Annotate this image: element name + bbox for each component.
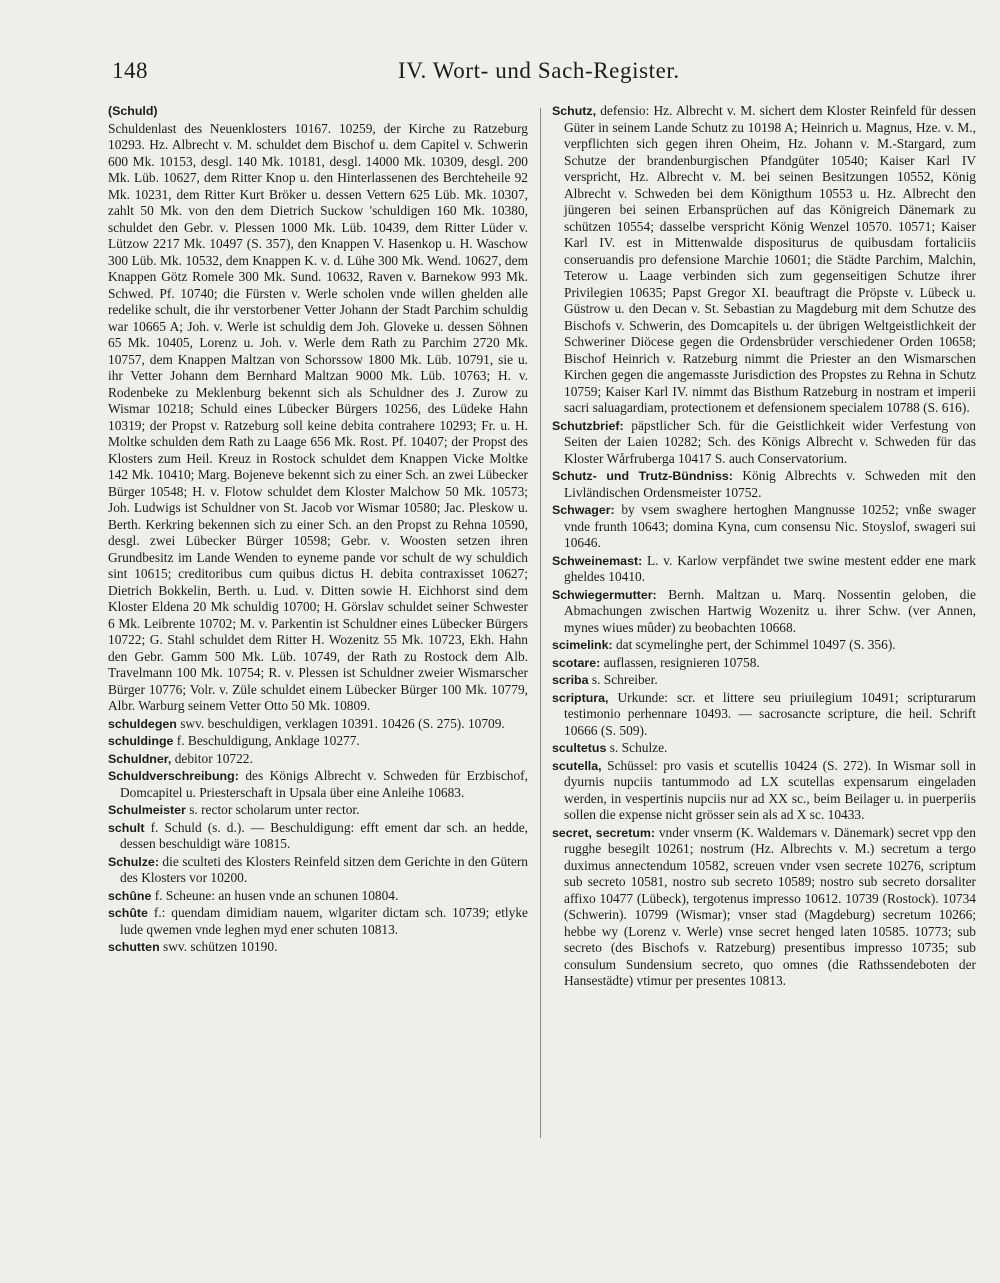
register-entry: [108, 802, 528, 819]
entry-headword: schuldinge: [108, 734, 174, 748]
register-entry: [108, 121, 528, 715]
page-number: 148: [112, 58, 148, 83]
entry-headword: Schutzbrief:: [552, 418, 624, 433]
entry-text: König Albrechts v. Schweden mit den Livländischen Ordensmeister 10752.: [564, 468, 976, 500]
entry-text: s. Schreiber.: [591, 672, 658, 687]
entry-headword: scutella,: [552, 758, 602, 773]
entry-text: vnder vnserm (K. Waldemars v. Dänemark) secret vpp den rugghe besegilt 10261; nostrum (Hz. Albrechts v. M.) secretum a tergo duximus annectendum 10582, screuen vnder vsen secrete 10276, scriptum sub secreto 10581, nostro sub secreto 10589; nostro sub secreto dorsaliter affixo 10477 (Lübeck), tergotenus impresso 10612. 10739 (Rostock). 10734 (Schwerin). 10799 (Wismar); vnser stad (Magdeburg) secretum 10266; hebbe wy (Lorenz v. Werle) vnse secret henged laten 10585. 10773; sub secreto (des Bischofs v. Ratzeburg) presentibus impresso 10735; sub consulum Sundensium secreto, quo omnes (die Rathssendeboten der Hansestädte) vtimur per presentes 10813.: [564, 824, 976, 988]
register-entry: [108, 905, 528, 938]
register-entry: [552, 468, 976, 501]
right-column: [552, 103, 976, 990]
running-title: IV. Wort- und Sach-Register.: [398, 58, 680, 83]
register-entry: [108, 888, 528, 905]
register-entry: [108, 854, 528, 887]
entry-headword: schuldegen: [108, 716, 177, 731]
register-entry: [552, 672, 976, 689]
entry-headword: Schwager:: [552, 503, 615, 517]
entry-headword: schûne: [108, 888, 152, 903]
entry-headword: schûte: [108, 906, 148, 920]
entry-headword: Schulmeister: [108, 803, 186, 817]
entry-headword: scimelink:: [552, 638, 613, 652]
register-entry: [552, 740, 976, 757]
left-column: [108, 103, 528, 956]
register-entry: [552, 758, 976, 824]
register-entry: [108, 820, 528, 853]
register-entry: [552, 553, 976, 586]
entry-text: Schuldenlast des Neuenklosters 10167. 10259, der Kirche zu Ratzeburg 10293. Hz. Albrecht v. M. schuldet dem Bischof u. dem Capitel v. Schwerin 600 Mk. 10153, desgl. 140 Mk. 10181, desgl. 14000 Mk. 10309, desgl. 200 Mk. Lüb. 10627, dem Ritter Knop u. den Hinterlassenen des Berchteheile 92 Mk. 10231, dem Ritter Kurt Bröker u. dessen Vettern 625 Lüb. Mk. 10307, zahlt 50 Mk. von den dem Dietrich Suckow 'schuldigen 160 Mk. 10380, schuldet den Gebr. v. Plessen 1000 Mk. Lüb. 10439, dem Ritter Lüder v. Lützow 2217 Mk. 10497 (S. 357), den Knappen V. Hasenkop u. H. Waschow 300 Lüb. Mk. 10532, dem Knappen K. v. d. Lühe 300 Mk. Wend. 10627, dem Knappen Götz Romele 300 Mk. Sund. 10632, Raven v. Barnekow 993 Mk. Schwed. Pf. 10740; die Fürsten v. Werle scholen vnde willen ghelden alle redelike schult, die ihr verstorbener Vetter Johann der Stadt Parchim schuldig war 10665 A; Joh. v. Werle ist schuldig dem Joh. Gloveke u. dessen Söhnen 65 Mk. 10405, Lorenz u. Joh. v. Werle dem Rath zu Parchim 2720 Mk. 10757, dem Knappen Maltzan von Schorssow 1800 Mk. Lüb. 10791, sie u. ihr Vetter Johann dem Bernhard Maltzan 9000 Mk. Lüb. 10763; H. v. Rodenbeke zu Meklenburg bekennt sich als Schuldner des J. Zurow zu Wismar 10218; Schuld eines Lübecker Bürgers 10256, des Lüdeke Hahn 10319; der Propst v. Ratzeburg soll keine debita contrahere 10293; Fr. u. H. Moltke schulden dem Rath zu Laage 656 Mk. Rost. Pf. 10407; der Propst des Klosters zum Heil. Kreuz in Rostock schuldet dem Knappen Vicke Moltke 142 Mk. 10410; Marg. Bojeneve bekennt sich zu einer Sch. an zwei Lübecker Bürger 10548; H. v. Flotow schuldet dem Kloster Malchow 50 Mk. 10573; Joh. Ludwigs ist Schuldner von St. Jacob vor Wismar 10580; Jac. Pleskow u. Berth. Kerkring bekennen sich zu einer Sch. an den Propst zu Rehna 10590, desgl. zwei Lübecker Bürger 10598; Gebr. v. Woosten setzen ihren Grundbesitz im Lande Wenden to eyneme pande vor schult de wy schuldich sint 10615; creditoribus cum quibus dictus H. debita contraxisset 10627; Dietrich Bokkelin, Berth. u. Lud. v. Ditten sowie H. Eichhorst sind dem Kloster Eldena 20 Mk schuldig 10700; H. Görslav schuldet seiner Schwester 6 Mk. Leibrente 10702; M. v. Parkentin ist Schuldner eines Lübecker Bürgers 10722; G. Stahl schuldet dem Ritter H. Wozenitz 55 Mk. 10723, Ekh. Hahn den Gebr. Gamm 500 Mk. Lüb. 10749, der Rath zu Rostock dem Alb. Travelmann 100 Mk. 10754; R. v. Plessen ist Schuldner zweier Wismarscher Bürger 10776; Volr. v. Züle schuldet einem Lübecker Bürger 100 Mk. 10779, Albr. Warburg seinem Vetter Otto 50 Mk. 10809.: [108, 120, 528, 713]
entry-headword: Schulze:: [108, 854, 159, 869]
entry-text: f.: quendam dimidiam nauem, wlgariter dictam sch. 10739; etlyke lude qwemen vnde leghen myd ener schuten 10813.: [120, 905, 528, 937]
register-entry: [108, 768, 528, 801]
entry-text: debitor 10722.: [174, 750, 253, 766]
register-entry: [552, 502, 976, 552]
register-entry: [108, 103, 528, 120]
entry-text: f. Schuld (s. d.). — Beschuldigung: efft ement dar sch. an hedde, dessen beschuldigt wäre 10815.: [120, 819, 528, 851]
entry-headword: Schutz- und Trutz-Bündniss:: [552, 469, 733, 483]
entry-text: L. v. Karlow verpfändet twe swine mestent edder ene mark gheldes 10410.: [564, 552, 976, 584]
entry-text: s. Schulze.: [609, 740, 668, 755]
entry-headword: Schuldverschreibung:: [108, 769, 239, 783]
entry-headword: Schutz,: [552, 104, 597, 118]
entry-text: Schüssel: pro vasis et scutellis 10424 (S. 272). In Wismar soll in dyurnis nupciis tantummodo ad LX scutellas expensarum eingeladen werden, in vespertinis nupciis nur ad XX sc., beim Beilager u. in puerperiis sollen die expense nicht grösser sein als ad X sc. 10433.: [564, 757, 976, 822]
entry-headword: schutten: [108, 940, 160, 954]
entry-headword: scultetus: [552, 741, 607, 755]
entry-headword: scriba: [552, 673, 589, 687]
entry-text: päpstlicher Sch. für die Geistlichkeit wider Verfestung von Seiten der Laien 10282; Sch. des Königs Albrecht v. Schweden für das Kloster Wårfruberga 10417 S. auch Conservatorium.: [564, 417, 976, 466]
register-entry: [108, 939, 528, 956]
entry-text: swv. schützen 10190.: [163, 939, 278, 954]
entry-headword: Schuldner,: [108, 751, 172, 766]
entry-headword: scotare:: [552, 655, 601, 670]
entry-text: swv. beschuldigen, verklagen 10391. 10426 (S. 275). 10709.: [180, 715, 505, 731]
register-entry: [108, 751, 528, 768]
register-entry: [552, 825, 976, 990]
register-entry: [552, 587, 976, 637]
entry-headword: Schwiegermutter:: [552, 587, 657, 602]
register-entry: [552, 418, 976, 468]
entry-text: s. rector scholarum unter rector.: [189, 802, 360, 817]
entry-headword: scriptura,: [552, 690, 609, 705]
entry-text: des Königs Albrecht v. Schweden für Erzbischof, Domcapitel u. Priesterschaft in Upsala über eine Anleihe 10683.: [120, 768, 528, 800]
entry-headword: Schweinemast:: [552, 553, 643, 568]
register-entry: [552, 637, 976, 654]
entry-headword: schult: [108, 820, 145, 835]
entry-text: Bernh. Maltzan u. Marq. Nossentin geloben, die Abmachungen zwischen Hartwig Wozenitz u. ihrer Schw. (ver Annen, mynes wiues mûder) zu beobachten 10668.: [564, 586, 976, 635]
entry-text: by vsem swaghere hertoghen Mangnusse 10252; vnße swager vnde frunth 10643; domina Kyna, cum consensu Nic. Stoyslof, swageri sui 10646.: [564, 502, 976, 550]
entry-text: f. Scheune: an husen vnde an schunen 10804.: [154, 887, 399, 903]
register-entry: [108, 716, 528, 733]
register-entry: [108, 733, 528, 750]
register-entry: [552, 690, 976, 740]
entry-text: dat scymelinghe pert, der Schimmel 10497 (S. 356).: [615, 637, 896, 652]
entry-text: Urkunde: scr. et littere seu priuilegium 10491; scripturarum testimonio perhennare 10493. — sacrosancte scripture, die heil. Schrift 10666 (S. 509).: [564, 689, 976, 738]
entry-headword: secret, secretum:: [552, 825, 656, 840]
register-entry: [552, 655, 976, 672]
entry-text: auflassen, resignieren 10758.: [603, 654, 760, 670]
entry-headword: (Schuld): [108, 104, 158, 118]
entry-text: defensio: Hz. Albrecht v. M. sichert dem Kloster Reinfeld für dessen Güter in seinem Lande Schutz zu 10198 A; Heinrich u. Magnus, Hze. v. M., verpflichten sich gegen ihren Oheim, Hz. Johann v. M.-Stargard, zum Schutze der brandenburgischen Pfandgüter 10540; Kaiser Karl IV verspricht, Hz. Albrecht v. M. bei seinen Besitzungen 10552, König Albrecht v. Schweden bei dem Königthum 10553 u. Hz. Albrecht den jüngeren bei seinen Erbansprüchen auf das Königreich Dänemark zu schützen 10554; dasselbe verspricht König Wenzel 10570. 10571; Kaiser Karl IV. est in Mittenwalde dispositurus de quibusdam fortaliciis conseruandis pro defensione Marchie 10601; die Städte Parchim, Malchin, Teterow u. Laage verbinden sich zum gegenseitigen Schutze ihrer Privilegien 10635; Papst Gregor XI. beauftragt die Pröpste v. Lübeck u. Güstrow u. den Decan v. St. Sebastian zu Magdeburg mit dem Schutze des Bischofs v. Schwerin, des Domcapitels u. der übrigen Weltgeistlichkeit der Schweriner Diöcese gegen die Ordensbrüder verschiedener Orden 10658; Bischof Heinrich v. Ratzeburg nimmt die Priester an den Wismarschen Kirchen gegen die angemasste Jurisdiction des Propstes zu Rehna in Schutz 10759; Kaiser Karl IV. nimmt das Bisthum Ratzeburg in nostram et imperii sacri saluagardiam, protectionem et defensionem specialem 10788 (S. 616).: [564, 103, 976, 415]
entry-text: f. Beschuldigung, Anklage 10277.: [176, 733, 360, 748]
entry-text: die sculteti des Klosters Reinfeld sitzen dem Gerichte in den Gütern des Klosters vor 10200.: [120, 853, 528, 885]
register-entry: [552, 103, 976, 417]
column-divider: [540, 108, 541, 1138]
